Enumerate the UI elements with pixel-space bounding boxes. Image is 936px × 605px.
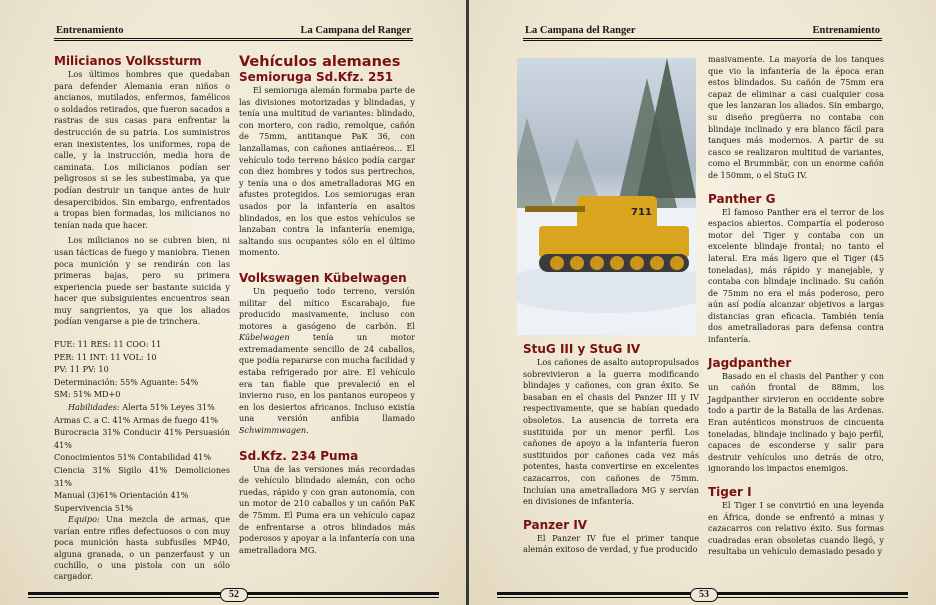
header-book-title: La Campana del Ranger xyxy=(300,25,411,36)
stat-line: PV: 11 PV: 10 xyxy=(54,364,109,375)
column-vehiculos xyxy=(239,54,415,560)
skill-line: Ciencia 31% Sigilo 41% Demoliciones 31% xyxy=(54,465,230,488)
tiger-tank-photo xyxy=(517,58,696,335)
page-number-right: 53 xyxy=(690,588,718,602)
equipment-label: Equipo: xyxy=(68,514,100,525)
heading-jagdpanther: Jagdpanther xyxy=(708,355,792,370)
skills-first: Alerta 51% Leyes 31% xyxy=(122,402,215,413)
paragraph: Los cañones de asalto autopropulsados sobrevivieron a la guerra modificando blindajes y cañones, con gran éxito. Se basaban en el chasis del Panzer III y IV respectivamente, que se habían quedado obsoletos. La ausencia de torreta era sustituida por un menor perfil. Los cañones de apoyo a la infantería fueron sustituidos por cañones cada vez más potentes, hasta convertirse en excelentes cazacarros, con cañones de 75mm. Incluían una ametralladora MG y servían en divisiones de infantería. xyxy=(523,357,699,507)
stat-block xyxy=(54,338,230,514)
paragraph: Una de las versiones más recordadas de vehículo blindado alemán, con ocho ruedas, rápido y con gran autonomía, con un motor de 210 caballos y un cañón PaK de 75mm. El Puma era un vehículo capaz de enfrentarse a otros blindados más poderosos y apoyar a la infantería con una ametralladora MG. xyxy=(239,463,415,555)
page-number-left: 52 xyxy=(220,588,248,602)
paragraph: Los milicianos no se cubren bien, ni usan tácticas de fuego y maniobra. Tienen poca munición y se rendirán con las primeras bajas, pero su primera experiencia puede ser bastante suicida y hacer que subsiguientes encuentros sean muy sangrientos, ya que los aliados podían vengarse a pie de trinchera. xyxy=(54,235,230,327)
page-left xyxy=(0,0,467,605)
heading-panther: Panther G xyxy=(708,191,776,206)
stat-line: FUE: 11 RES: 11 COO: 11 xyxy=(54,339,162,350)
heading-vehiculos: Vehículos alemanes xyxy=(239,54,401,70)
heading-kubelwagen: Volkswagen Kübelwagen xyxy=(239,270,407,285)
header-section-label: Entrenamiento xyxy=(812,25,880,36)
skill-line: Armas C. a C. 41% Armas de fuego 41% xyxy=(54,414,219,425)
paragraph: Los últimos hombres que quedaban para defender Alemania eran niños o ancianos, mutilados, enfermos, famélicos o soldados retirados, que fueron sacados a rastras de sus casas para enfrentar la destrucción de su patria. Los suministros eran inexistentes, los uniformes, ropa de calle, y la instrucción, media hora de caminata. Los milicianos podían ser peligrosos si se les subestimaba, ya que podían destruir un tanque antes de huir desapercibidos. Sin embargo, enfrentados a tropas bien formadas, los milicianos no tenían nada que hacer. xyxy=(54,69,230,230)
column-milicianos xyxy=(54,54,230,587)
text-run: tenía un motor extremadamente sencillo de 24 caballos, que podía repararse con mucha facilidad y estaba refrigerado por aire. El vehículo era tan fiable que prevaleció en el invierno ruso, en los pantanos europeos y en los desiertos africanos. Incluso existía una versión anfibia llamado xyxy=(239,332,415,424)
paragraph: El semioruga alemán formaba parte de las divisiones motorizadas y blindadas, y tenía una multitud de variantes: blindado, con mortero, con radio, remolque, cañón de 75mm, antitanque PaK 36, con lanzallamas, con cañones antiaéreos… El vehículo todo terreno básico podía cargar con diez hombres y todos sus pertrechos, y tenía una o dos ametralladoras MG en afustes protegidos. Los semiorugas eran usados por la infantería en asaltos blindados, en los que estos vehículos se lanzaban contra la infantería enemiga, saltando sus ocupantes sólo en el último momento. xyxy=(239,85,415,258)
paragraph: El Tiger I se convirtió en una leyenda en África, donde se enfrentó a minas y cazacarros con relativo éxito. Sus formas cuadradas eran obsoletas cuando llegó, y resultaba un vehículo demasiado pesado y xyxy=(708,500,884,557)
text-run: Un pequeño todo terreno, versión militar del mítico Escarabajo, fue producido masivamente, incluso con motores a gasógeno de carbón. El xyxy=(239,285,415,331)
page-header-left xyxy=(54,26,413,41)
heading-semioruga: Semioruga Sd.Kfz. 251 xyxy=(239,70,394,84)
paragraph: El famoso Panther era el terror de los espacios abiertos. Compartía el poderoso motor del Tiger y contaba con un excelente blindaje frontal; no tanto el lateral. Era más ligero que el Tiger (45 toneladas), más rápido y manejable, y contaba con blindaje inclinado. Su cañón de 75mm no era el más poderoso, pero aún así podía alcanzar objetivos a largas distancias gran eficacia. También tenía dos ametralladoras para defensa contra infantería. xyxy=(708,206,884,345)
heading-panzer4: Panzer IV xyxy=(523,517,588,532)
italic-term: Kübelwagen xyxy=(239,332,290,343)
equipment-paragraph xyxy=(54,514,230,582)
tank-marking: 711 xyxy=(631,207,652,218)
skill-line: Manual (3)61% Orientación 41% xyxy=(54,490,189,501)
paragraph: Basado en el chasis del Panther y con un cañón frontal de 88mm, los Jagdpanther sirvieron en occidente sobre todo a partir de la Batalla de las Ardenas. Eran auténticos monstruos de cincuenta toneladas, blindaje inclinado y bajo perfil, capaces de esconderse y salir para destruir vehículos uno detrás de otro, ignorando los impactos enemigos. xyxy=(708,370,884,474)
paragraph-kubelwagen: Un pequeño todo terreno, versión militar del mítico Escarabajo, fue producido masivamente, incluso con motores a gasógeno de carbón. El Kübelwagen tenía un motor extremadamente sencillo de 24 caballos, que podía repararse con mucha facilidad y estaba refrigerado por aire. El vehículo era tan fiable que prevaleció en el invierno ruso, en los pantanos europeos y en los desiertos africanos. Incluso existía una versión anfibia llamado Schwimmwagen. xyxy=(239,285,415,436)
heading-tiger: Tiger I xyxy=(708,485,752,499)
skills-line xyxy=(54,401,230,414)
stat-line: PER: 11 INT: 11 VOL: 10 xyxy=(54,351,157,362)
header-section-label: Entrenamiento xyxy=(56,25,124,36)
italic-term: Schwimmwagen xyxy=(239,425,307,436)
paragraph: El Panzer IV fue el primer tanque alemán exitoso de verdad, y fue producido xyxy=(523,532,699,555)
skill-line: Conocimientos 51% Contabilidad 41% xyxy=(54,452,212,463)
skill-line: Supervivencia 51% xyxy=(54,502,133,513)
column-right-1 xyxy=(523,342,699,560)
tank-illustration xyxy=(517,58,696,335)
skill-line: Burocracia 31% Conducir 41% Persuasión 41% xyxy=(54,427,230,450)
skills-label: Habilidades: xyxy=(68,402,120,413)
heading-puma: Sd.Kfz. 234 Puma xyxy=(239,448,359,463)
header-book-title: La Campana del Ranger xyxy=(525,25,636,36)
stat-line: Determinación: 55% Aguante: 54% xyxy=(54,376,199,387)
heading-stug: StuG III y StuG IV xyxy=(523,342,641,356)
stat-line: SM: 51% MD+0 xyxy=(54,389,121,400)
paragraph: masivamente. La mayoría de los tanques que vio la infantería de la época eran estos blindados. Su cañón de 75mm era capaz de eliminar a casi cualquier cosa que les lanzaran los aliados. Sin embargo, su diseño pregüerra no contaba con blindaje inclinado y era blanco fácil para tanques más modernos. A partir de su casco se realizaron multitud de variantes, como el Brummbär, con un enorme cañón de 150mm, o el StuG IV. xyxy=(708,54,884,180)
column-right-2 xyxy=(708,54,884,562)
page-header-right xyxy=(523,26,882,41)
heading-milicianos: Milicianos Volkssturm xyxy=(54,54,202,68)
equipment-text: Una mezcla de armas, que varían entre rifles defectuosos o con muy poca munición hasta subfusiles MP40, alguna granada, o un panzerfaust y un cuchillo, o una pistola con un sólo cargador. xyxy=(54,514,230,582)
page-right xyxy=(469,0,936,605)
